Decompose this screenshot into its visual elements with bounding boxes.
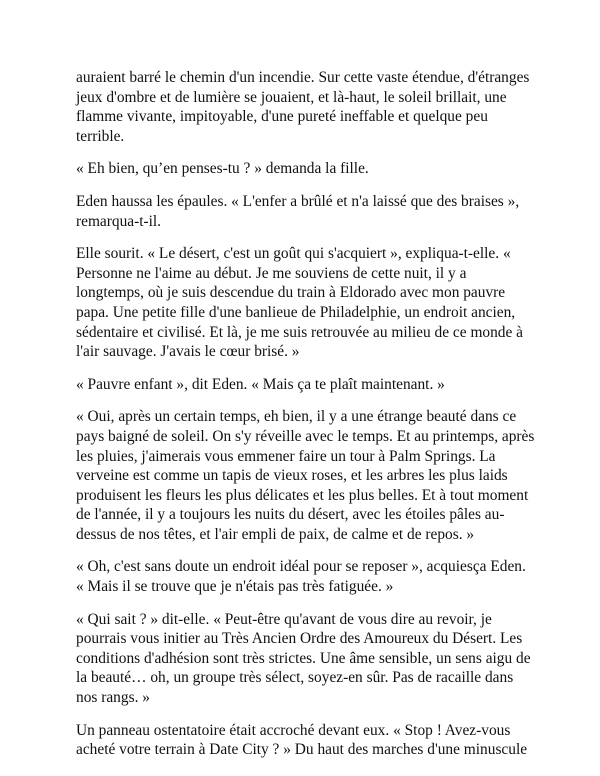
paragraph-1: auraient barré le chemin d'un incendie. Sur cette vaste étendue, d'étranges jeux d'ombre et de lumière se jouaient, et là-haut, le soleil brillait, une flamme vivante, impitoyable, d'une pureté ineffable et quelque peu terrible. xyxy=(76,69,530,145)
paragraph-2: « Eh bien, qu’en penses-tu ? » demanda la fille. xyxy=(76,160,369,178)
paragraph-8: « Qui sait ? » dit-elle. « Peut-être qu'avant de vous dire au revoir, je pourrais vous initier au Très Ancien Ordre des Amoureux du Désert. Les conditions d'adhésion sont très strictes. Une âme sensible, un sens aigu de la beauté… oh, un groupe très sélect, soyez-en sûr. Pas de racaille dans nos rangs. » xyxy=(76,610,531,707)
paragraph-6: « Oui, après un certain temps, eh bien, il y a une étrange beauté dans ce pays baigné de soleil. On s'y réveille avec le temps. Et au printemps, après les pluies, j'aimerais vous emmener faire un tour à Palm Springs. La verveine est comme un tapis de vieux roses, et les arbres les plus laids produisent les fleurs les plus délicates et les plus belles. Et à tout moment de l'année, il y a toujours les nuits du désert, avec les étoiles pâles au-dessus de nos têtes, et l'air empli de paix, de calme et de repos. » xyxy=(76,408,535,543)
paragraph-3: Eden haussa les épaules. « L'enfer a brûlé et n'a laissé que des braises », remarqua-t-il. xyxy=(76,192,520,230)
paragraph-7: « Oh, c'est sans doute un endroit idéal pour se reposer », acquiesça Eden. « Mais il se trouve que je n'étais pas très fatiguée. » xyxy=(76,558,526,596)
paragraph-5: « Pauvre enfant », dit Eden. « Mais ça te plaît maintenant. » xyxy=(76,375,445,393)
paragraph-9: Un panneau ostentatoire était accroché devant eux. « Stop ! Avez-vous acheté votre terrain à Date City ? » Du haut des marches d'une minuscule xyxy=(76,721,528,759)
paragraph-4: Elle sourit. « Le désert, c'est un goût qui s'acquiert », expliqua-t-elle. « Personne ne l'aime au début. Je me souviens de cette nuit, il y a longtemps, où je suis descendue du train à Eldorado avec mon pauvre papa. Une petite fille d'une banlieue de Philadelphie, un endroit ancien, sédentaire et civilisé. Et là, je me suis retrouvée au milieu de ce monde à l'air sauvage. J'avais le cœur brisé. » xyxy=(76,245,524,361)
document-page xyxy=(76,68,536,773)
